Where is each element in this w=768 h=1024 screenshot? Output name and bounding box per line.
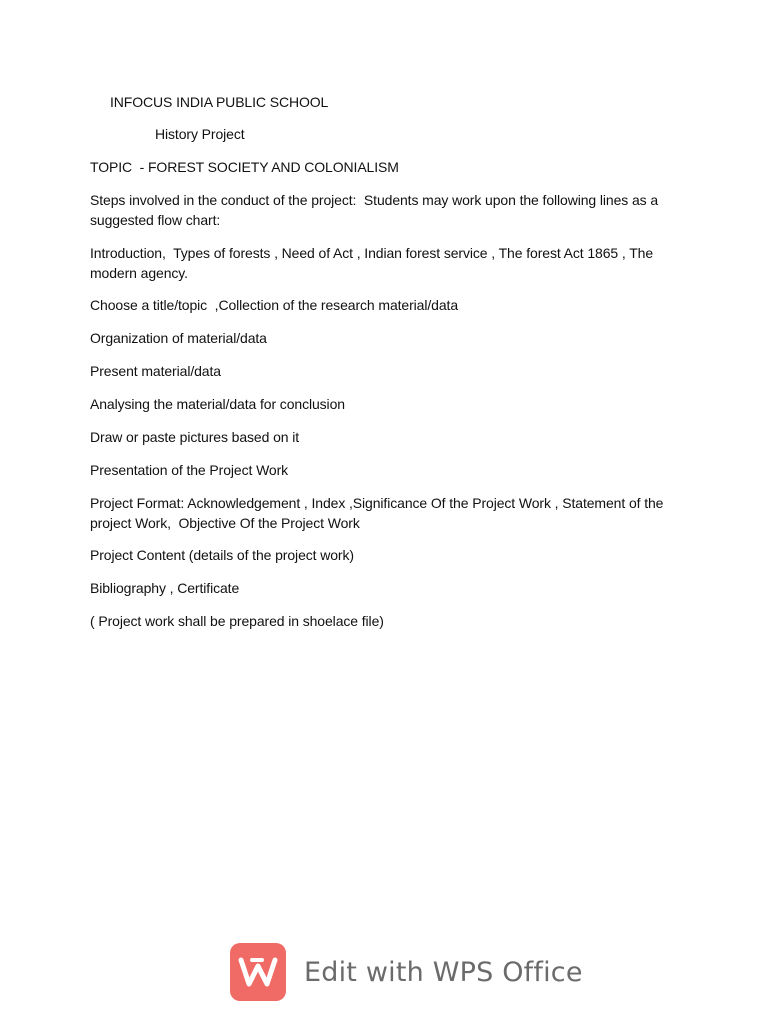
edit-with-wps-banner[interactable] xyxy=(230,942,583,1002)
school-name: INFOCUS INDIA PUBLIC SCHOOL xyxy=(110,94,329,110)
project-subject: History Project xyxy=(155,126,245,142)
project-topic: TOPIC - FOREST SOCIETY AND COLONIALISM xyxy=(90,159,399,175)
wps-office-logo-icon xyxy=(230,943,286,1001)
choose-title-line: Choose a title/topic ,Collection of the research material/data xyxy=(90,297,459,313)
bibliography-line: Bibliography , Certificate xyxy=(90,580,240,596)
steps-intro-paragraph: Steps involved in the conduct of the project: Students may work upon the following lines as a suggested flow chart: xyxy=(90,192,662,228)
presentation-line: Presentation of the Project Work xyxy=(90,462,289,478)
project-format-paragraph: Project Format: Acknowledgement , Index ,Significance Of the Project Work , Statement of the project Work, Objective Of the Project Work xyxy=(90,495,668,531)
organization-line: Organization of material/data xyxy=(90,330,267,346)
introduction-paragraph: Introduction, Types of forests , Need of Act , Indian forest service , The forest Act 1865 , The modern agency. xyxy=(90,245,657,281)
edit-with-wps-label[interactable]: Edit with WPS Office xyxy=(304,956,583,988)
analysing-line: Analysing the material/data for conclusion xyxy=(90,396,345,412)
project-content-line: Project Content (details of the project work) xyxy=(90,547,354,563)
shoelace-file-note: ( Project work shall be prepared in shoelace file) xyxy=(90,613,384,629)
draw-pictures-line: Draw or paste pictures based on it xyxy=(90,429,300,445)
present-material-line: Present material/data xyxy=(90,363,221,379)
